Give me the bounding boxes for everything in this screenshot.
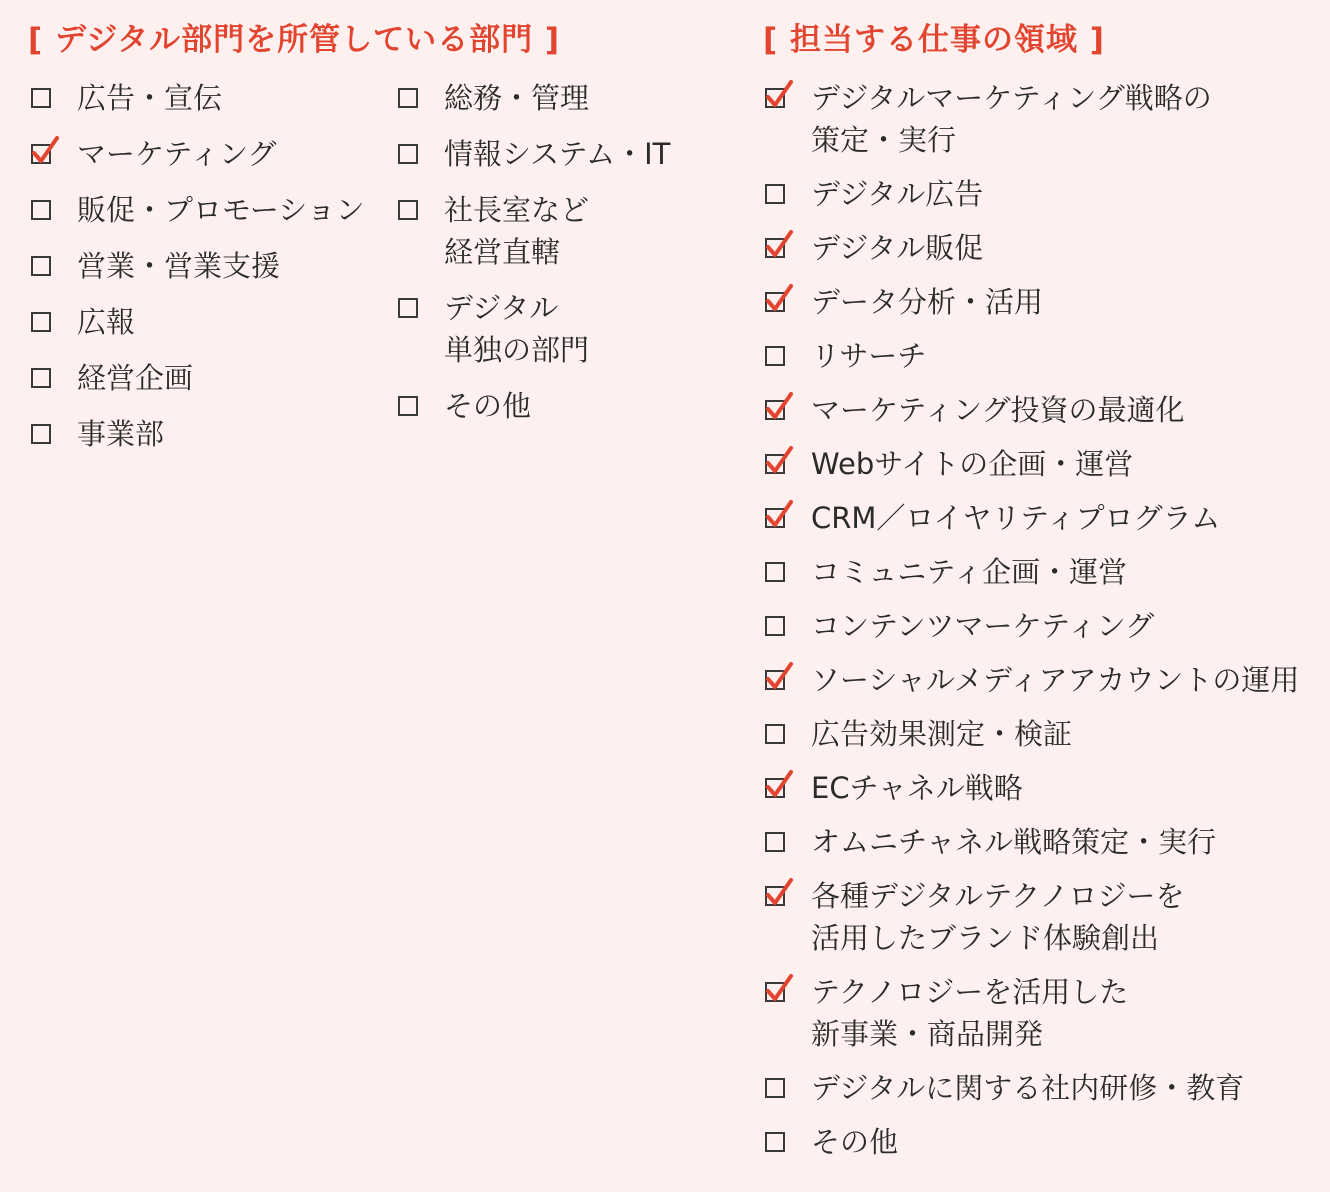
item-label: 広告効果測定・検証 [811,717,1073,751]
item-label: CRM／ロイヤリティプログラム [811,501,1221,535]
item-label: Webサイトの企画・運営 [811,447,1134,481]
item-label: データ分析・活用 [811,285,1044,319]
item-label: マーケティング [77,137,277,171]
checkbox-item [765,443,1325,485]
item-label: 総務・管理 [444,81,590,115]
checkbox-item [398,385,698,427]
item-label: その他 [444,389,532,423]
checkbox [31,424,51,444]
checkbox [398,144,418,164]
item-label: 事業部 [77,417,165,451]
checkbox [398,298,418,318]
heading-work-areas: [ 担当する仕事の領域 ] [763,22,1105,58]
item-label: リサーチ [811,339,927,373]
item-label: 経営企画 [77,361,194,395]
checkbox [398,396,418,416]
heading-departments: [ デジタル部門を所管している部門 ] [28,22,561,58]
item-label: その他 [811,1125,899,1159]
checkbox-item [398,133,698,175]
checked-checkbox [765,292,785,312]
checkbox-item [398,77,698,119]
checkbox-item [765,767,1325,809]
item-label: デジタル [444,291,559,325]
item-label: ECチャネル戦略 [811,771,1023,805]
checked-checkbox [765,982,785,1002]
checkbox-item [31,413,371,455]
department-list-column-2 [398,77,698,441]
checked-checkbox [765,238,785,258]
check-mark-icon [764,392,794,422]
check-mark-icon [764,500,794,530]
item-label: ソーシャルメディアアカウントの運用 [811,663,1300,697]
item-label: 策定・実行 [811,123,957,157]
checkbox [31,368,51,388]
item-label: 販促・プロモーション [77,193,365,227]
checkbox [765,616,785,636]
check-mark-icon [764,878,794,908]
checkbox [31,256,51,276]
checkbox-item [31,133,371,175]
checked-checkbox [765,88,785,108]
checkbox-item [765,335,1325,377]
check-mark-icon [30,136,60,166]
check-mark-icon [764,80,794,110]
item-label: マーケティング投資の最適化 [811,393,1185,427]
checked-checkbox [31,144,51,164]
checkbox [398,88,418,108]
checkbox [765,346,785,366]
checkbox-item [765,497,1325,539]
checkbox-item [398,189,698,273]
item-label: デジタルマーケティング戦略の [811,81,1212,115]
item-label: 各種デジタルテクノロジーを [811,879,1185,913]
checked-checkbox [765,400,785,420]
item-label: 経営直轄 [444,235,561,269]
checkbox [765,832,785,852]
item-label: コミュニティ企画・運営 [811,555,1128,589]
check-mark-icon [764,230,794,260]
checkbox-item [398,287,698,371]
checkbox-item [31,189,371,231]
checkbox-item [31,357,371,399]
checkbox-item [765,227,1325,269]
checked-checkbox [765,778,785,798]
checkbox-item [765,77,1325,161]
item-label: デジタル販促 [811,231,984,265]
checkbox [765,184,785,204]
checkbox-item [31,245,371,287]
checkbox [765,562,785,582]
checkbox-item [765,1067,1325,1109]
checkbox-item [765,875,1325,959]
item-label: 情報システム・IT [444,137,671,171]
checkbox [31,88,51,108]
checkbox [765,724,785,744]
checkbox [765,1078,785,1098]
checkbox-item [31,77,371,119]
checkbox-item [765,971,1325,1055]
checked-checkbox [765,454,785,474]
checkbox [398,200,418,220]
checkbox-item [765,173,1325,215]
checkbox-item [765,659,1325,701]
check-mark-icon [764,770,794,800]
item-label: 広報 [77,305,136,339]
item-label: 広告・宣伝 [77,81,223,115]
item-label: デジタル広告 [811,177,984,211]
checkbox-item [765,605,1325,647]
checked-checkbox [765,670,785,690]
checkbox-item [31,301,371,343]
item-label: 単独の部門 [444,333,590,367]
item-label: 新事業・商品開発 [811,1017,1044,1051]
item-label: デジタルに関する社内研修・教育 [811,1071,1245,1105]
item-label: コンテンツマーケティング [811,609,1155,643]
item-label: 社長室など [444,193,590,227]
checked-checkbox [765,886,785,906]
check-mark-icon [764,662,794,692]
checkbox [31,200,51,220]
checkbox-item [765,389,1325,431]
checkbox-item [765,551,1325,593]
work-area-list [765,77,1325,1175]
check-mark-icon [764,284,794,314]
item-label: オムニチャネル戦略策定・実行 [811,825,1217,859]
item-label: 営業・営業支援 [77,249,281,283]
checkbox-item [765,821,1325,863]
check-mark-icon [764,446,794,476]
item-label: 活用したブランド体験創出 [811,921,1160,955]
item-label: テクノロジーを活用した [811,975,1129,1009]
checkbox-item [765,713,1325,755]
department-list-column-1 [31,77,371,469]
checkbox-item [765,281,1325,323]
checkbox [765,1132,785,1152]
checkbox [31,312,51,332]
checked-checkbox [765,508,785,528]
check-mark-icon [764,974,794,1004]
checkbox-item [765,1121,1325,1163]
